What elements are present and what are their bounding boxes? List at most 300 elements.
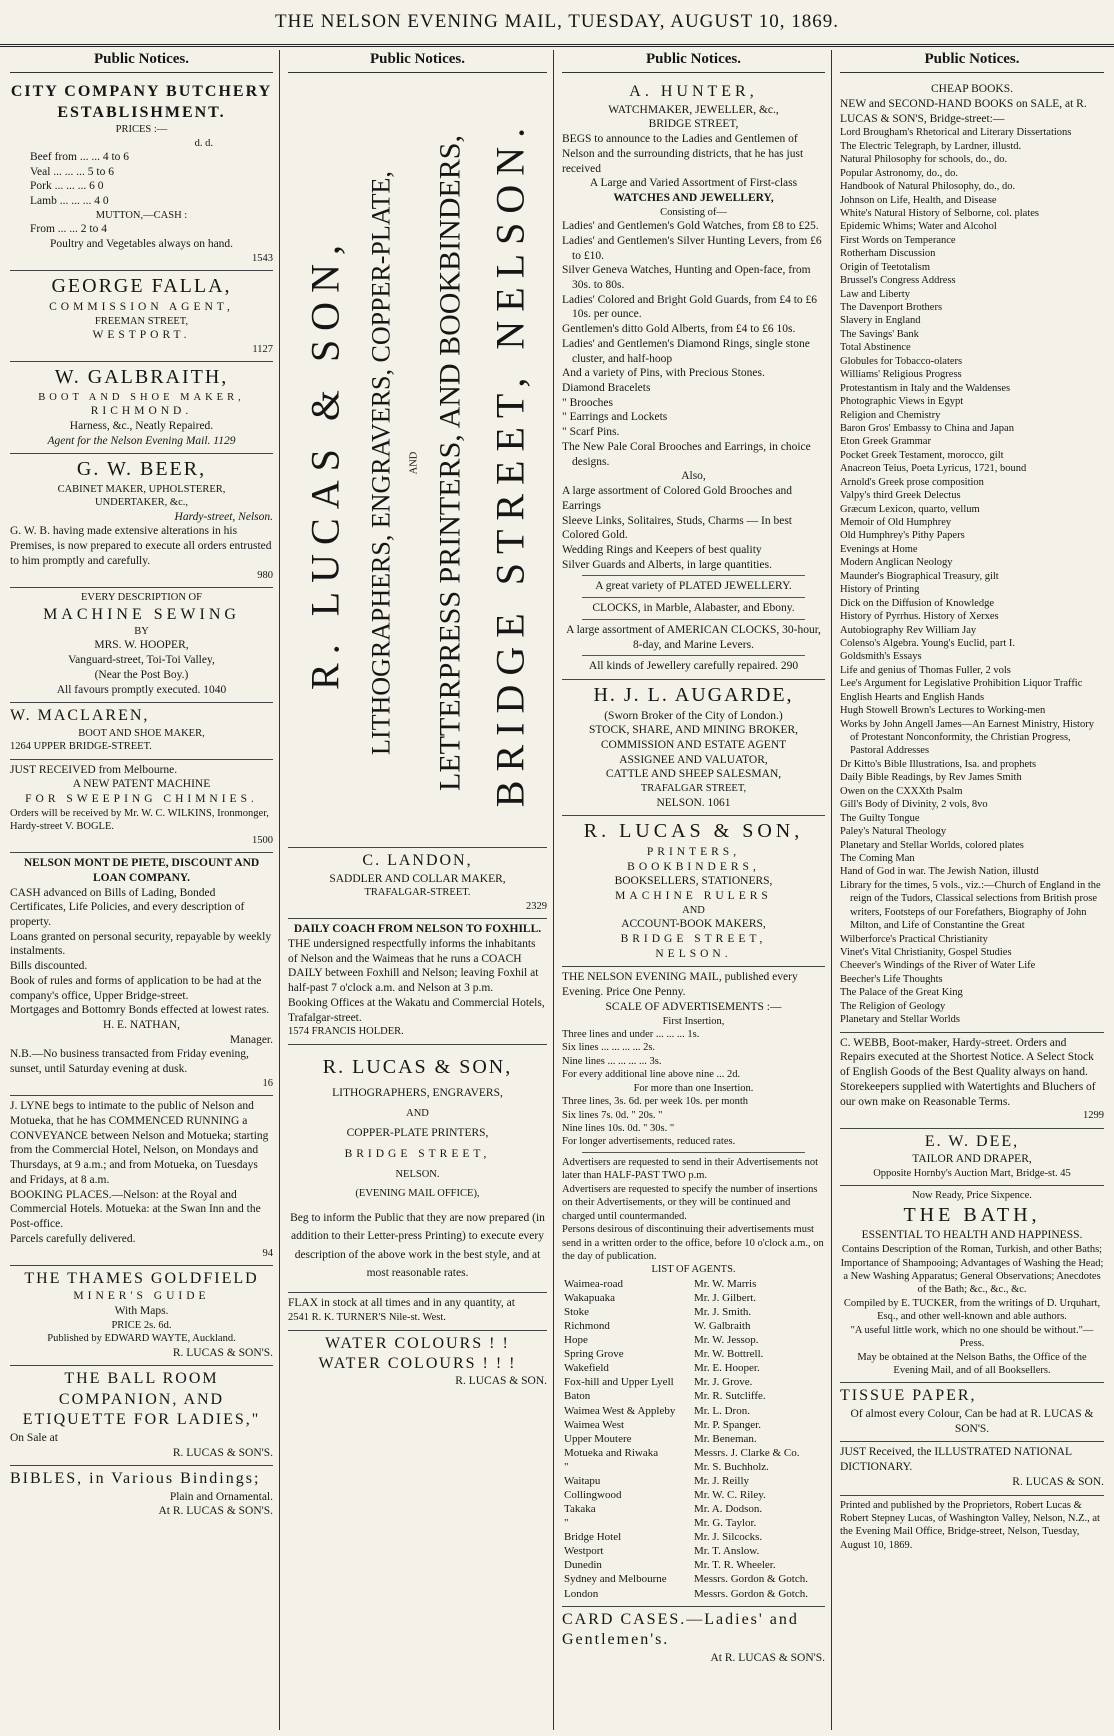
agent-row	[562, 1375, 825, 1389]
ad-name: E. W. DEE,	[924, 1132, 1020, 1150]
agents-heading: LIST OF AGENTS.	[651, 1264, 736, 1276]
agent-row	[562, 1277, 825, 1291]
book-item: The Religion of Geology	[840, 1000, 946, 1012]
book-item: Popular Astronomy, do., do.	[840, 167, 959, 179]
agent-row	[562, 1544, 825, 1558]
ad-line: CLOCKS, in Marble, Alabaster, and Ebony.	[592, 602, 795, 615]
book-item: Library for the times, 5 vols., viz.:—Church of England in the reign of the Tudors, Classical selections from British prose writers, Footsteps of our Forefathers, Biography of John Milton, and Life of Constantine the Great	[840, 879, 1101, 932]
ad-obtain: May be obtained at the Nelson Baths, the Office of the Evening Mail, and of all Booksellers.	[857, 1351, 1087, 1376]
ad-name: G. W. BEER,	[76, 458, 207, 481]
column-heading: Public Notices.	[562, 50, 825, 73]
ad-booking: BOOKING PLACES.—Nelson: at the Royal and Commercial Hotels. Motueka: at the Swan Inn and the Post-office.	[10, 1188, 261, 1231]
agent-place: Waimea West & Appleby	[564, 1404, 676, 1417]
ad-address: (Near the Post Boy.)	[94, 668, 189, 681]
book-item: Rotherham Discussion	[840, 248, 936, 260]
bibles-ad	[10, 1466, 273, 1524]
agent-row	[562, 1291, 825, 1305]
agent-place: Motueka and Riwaka	[564, 1446, 659, 1459]
agent-row	[562, 1530, 825, 1544]
book-item: Total Abstinence	[840, 342, 911, 354]
falla-ad	[10, 271, 273, 362]
ad-subtitle: MINER'S GUIDE	[73, 1290, 210, 1303]
ad-line: Silver Guards and Alberts, in large quantities.	[562, 558, 772, 571]
book-item: Dick on the Diffusion of Knowledge	[840, 597, 995, 609]
agent-row	[562, 1347, 825, 1361]
beer-ad	[10, 454, 273, 588]
book-item: Paley's Natural Theology	[840, 826, 947, 838]
book-item: Natural Philosophy for schools, do., do.	[840, 154, 1008, 166]
flax-ad	[288, 1293, 547, 1330]
book-item: Gill's Body of Divinity, 2 vols, 8vo	[840, 799, 988, 811]
ad-and: AND	[682, 904, 705, 916]
card-cases-ad	[562, 1607, 825, 1671]
vertical-line: BRIDGE STREET, NELSON.	[487, 119, 533, 808]
rate-item: Nine lines 10s. 0d. " 30s. "	[562, 1123, 675, 1135]
ad-role: BOOT AND SHOE MAKER,	[38, 391, 245, 403]
list-item: Gentlemen's ditto Gold Alberts, from £4 to £6 10s.	[562, 323, 796, 336]
ad-paragraph: CASH advanced on Bills of Lading, Bonded Certificates, Life Policies, and every description of property.	[10, 886, 245, 928]
list-item: Ladies' and Gentlemen's Gold Watches, from £8 to £25.	[562, 220, 819, 233]
book-item: Wilberforce's Practical Christianity	[840, 933, 988, 945]
bath-ad	[840, 1186, 1104, 1383]
list-item: The New Pale Coral Brooches and Earrings, in choice designs.	[562, 440, 811, 468]
column-3	[556, 50, 832, 1730]
agent-name: Mr. P. Spanger.	[694, 1418, 761, 1431]
ad-role: BOOT AND SHOE MAKER,	[78, 727, 205, 739]
book-item: Modern Anglican Neology	[840, 557, 953, 569]
ad-line: TRAFALGAR STREET,	[640, 783, 747, 795]
ad-name: W. MACLAREN,	[10, 707, 150, 725]
mail-ad	[562, 967, 825, 1606]
ad-line: PRINTERS,	[646, 845, 741, 858]
list-item: Ladies' Colored and Bright Gold Guards, from £4 to £6 10s. per ounce.	[562, 293, 818, 321]
rate-item: Three lines and under ... ... ... 1s.	[562, 1028, 700, 1040]
masthead: THE NELSON EVENING MAIL, TUESDAY, AUGUST 10, 1869.	[0, 0, 1114, 47]
ad-line: CATTLE AND SHEEP SALESMAN,	[605, 768, 782, 781]
book-item: Autobiography Rev William Jay	[840, 624, 977, 636]
divider	[582, 619, 805, 620]
book-item: Religion and Chemistry	[840, 409, 941, 421]
ad-signature: 1574 FRANCIS HOLDER.	[288, 1026, 404, 1038]
ad-line: Wedding Rings and Keepers of best quality	[562, 543, 762, 556]
ad-signature: R. LUCAS & SON'S.	[172, 1446, 273, 1459]
ad-subtitle: ESSENTIAL TO HEALTH AND HAPPINESS.	[861, 1229, 1083, 1242]
rate-item: Six lines ... ... ... ... 2s.	[562, 1042, 656, 1054]
columns	[4, 50, 1110, 1730]
list-item: And a variety of Pins, with Precious Stones.	[562, 367, 765, 380]
book-item: Law and Liberty	[840, 288, 910, 300]
lucas-vertical-ad	[288, 79, 547, 848]
agent-name: Messrs. J. Clarke & Co.	[694, 1446, 800, 1459]
books-list	[840, 126, 1104, 1026]
ad-line: WATER COLOURS ! !	[325, 1334, 510, 1352]
agent-place: "	[564, 1460, 569, 1473]
column-1	[4, 50, 280, 1730]
agent-name: Mr. T. Anslow.	[694, 1545, 760, 1558]
agent-name: Mr. R. Sutcliffe.	[694, 1390, 766, 1403]
vertical-line: LITHOGRAPHERS, ENGRAVERS, COPPER-PLATE,	[365, 171, 395, 756]
ad-heading: WATCHES AND JEWELLERY,	[613, 191, 774, 204]
ad-paragraph: Bills discounted.	[10, 960, 88, 973]
column-heading: Public Notices.	[288, 50, 547, 73]
ad-body: Beg to inform the Public that they are now prepared (in addition to their Letter-press Printing) to execute every description of the above work in the best style, and at most reasonable rates.	[290, 1211, 545, 1279]
landon-ad	[288, 848, 547, 919]
ad-line: 1264 UPPER BRIDGE-STREET.	[10, 741, 152, 753]
book-item: Arnold's Greek prose composition	[840, 476, 984, 488]
ad-name: W. GALBRAITH,	[54, 366, 229, 389]
book-item: English Hearts and English Hands	[840, 691, 985, 703]
agent-row	[562, 1361, 825, 1375]
book-item: Hugh Stowell Brown's Lectures to Working-men	[840, 705, 1046, 717]
coach-ad	[288, 919, 547, 1044]
vertical-line: R. LUCAS & SON,	[301, 236, 347, 691]
book-item: Planetary and Stellar Worlds	[840, 1014, 960, 1026]
ad-number: 1299	[1083, 1110, 1104, 1122]
book-item: Pocket Greek Testament, morocco, gilt	[840, 449, 1004, 461]
more-insertions: For more than one Insertion.	[633, 1082, 754, 1094]
lyne-ad	[10, 1096, 273, 1266]
column-heading: Public Notices.	[840, 50, 1104, 73]
ad-town: RICHMOND.	[90, 405, 193, 418]
dee-ad	[840, 1129, 1104, 1187]
price-item: Veal ... ... ... 5 to 6	[30, 165, 115, 178]
ad-line: WATER COLOURS ! ! !	[318, 1354, 517, 1372]
agent-row	[562, 1587, 825, 1601]
ad-role: COMMISSION AGENT,	[49, 300, 234, 313]
ad-line: BOOKBINDERS,	[627, 860, 760, 873]
lucas-printers-ad	[562, 816, 825, 967]
water-colours-ad	[288, 1331, 547, 1395]
ad-title: BIBLES, in Various Bindings;	[10, 1470, 261, 1488]
book-item: Hand of God in war. The Jewish Nation, illustd	[840, 866, 1039, 878]
ad-body: JUST Received, the ILLUSTRATED NATIONAL DICTIONARY.	[840, 1446, 1072, 1474]
ad-address: Hardy-street, Nelson.	[174, 510, 273, 523]
ad-line: All kinds of Jewellery carefully repaired. 290	[588, 660, 799, 673]
agent-place: "	[564, 1517, 569, 1530]
ad-signature: R. LUCAS & SON.	[455, 1375, 547, 1388]
column-2	[282, 50, 554, 1730]
ad-line: Sleeve Links, Solitaires, Studs, Charms — In best Colored Gold.	[562, 514, 792, 542]
book-item: Beecher's Life Thoughts	[840, 973, 943, 985]
ad-signature: At R. LUCAS & SON'S.	[710, 1651, 825, 1664]
ad-publisher: Published by EDWARD WAYTE, Auckland.	[47, 1333, 236, 1345]
book-item: Daily Bible Readings, by Rev James Smith	[840, 772, 1022, 784]
rate-item: Three lines, 3s. 6d. per week 10s. per month	[562, 1096, 749, 1108]
ad-subtitle: Plain and Ornamental.	[169, 1490, 273, 1503]
agent-row	[562, 1572, 825, 1586]
agent-row	[562, 1460, 825, 1474]
agent-row	[562, 1474, 825, 1488]
ad-number: 16	[262, 1077, 273, 1089]
agent-name: Mr. S. Buchholz.	[694, 1460, 769, 1473]
rate-item: Nine lines ... ... ... ... 3s.	[562, 1055, 662, 1067]
agent-place: Dunedin	[564, 1559, 602, 1572]
augarde-ad	[562, 680, 825, 816]
ad-line: A great variety of PLATED JEWELLERY.	[595, 580, 792, 593]
agent-place: Spring Grove	[564, 1348, 624, 1361]
agent-place: Wakapuaka	[564, 1291, 616, 1304]
mutton-price: From ... ... 2 to 4	[30, 223, 107, 236]
book-item: The Palace of the Great King	[840, 987, 963, 999]
agent-row	[562, 1305, 825, 1319]
agent-place: Takaka	[564, 1503, 596, 1516]
divider	[582, 655, 805, 656]
ad-signature: At R. LUCAS & SON'S.	[158, 1505, 273, 1518]
ad-name: R. LUCAS & SON,	[322, 1055, 513, 1078]
agent-place: Collingwood	[564, 1489, 622, 1502]
list-item: Diamond Bracelets	[562, 382, 651, 395]
agent-place: Richmond	[564, 1320, 610, 1333]
galbraith-ad	[10, 362, 273, 454]
list-item: " Earrings and Lockets	[562, 411, 668, 424]
ad-paragraph: Book of rules and forms of application to be had at the company's office, Upper Bridge-street.	[10, 974, 262, 1002]
ad-line: NELSON.	[655, 947, 732, 960]
ad-line: A NEW PATENT MACHINE	[72, 778, 211, 791]
agents-table	[562, 1277, 825, 1601]
agent-name: Mr. J. Grove.	[694, 1376, 753, 1389]
ad-line: With Maps.	[114, 1305, 169, 1318]
ad-street: FREEMAN STREET,	[94, 315, 189, 327]
agent-row	[562, 1333, 825, 1347]
ad-line: NELSON. 1061	[656, 796, 731, 809]
ad-line: NELSON.	[395, 1168, 440, 1180]
agent-place: Waimea West	[564, 1418, 625, 1431]
agent-place: Sydney and Melbourne	[564, 1573, 667, 1586]
book-item: Origin of Teetotalism	[840, 261, 931, 273]
agent-row	[562, 1446, 825, 1460]
ad-line: BRIDGE STREET,	[620, 932, 767, 945]
rate-list	[562, 1095, 825, 1135]
book-item: The Electric Telegraph, by Lardner, illustd.	[840, 140, 1022, 152]
ad-line: ACCOUNT-BOOK MAKERS,	[621, 918, 766, 931]
ad-line: FOR SWEEPING CHIMNIES.	[25, 793, 258, 806]
agent-place: Westport	[564, 1545, 604, 1558]
agent-name: Mr. T. R. Wheeler.	[694, 1559, 776, 1572]
agent-row	[562, 1389, 825, 1403]
ad-line: (Sworn Broker of the City of London.)	[604, 709, 783, 722]
divider	[582, 575, 805, 576]
ad-paragraph: Loans granted on personal security, repayable by weekly instalments.	[10, 930, 272, 958]
ad-line: COMMISSION AND ESTATE AGENT	[600, 739, 787, 751]
ad-name: MRS. W. HOOPER,	[94, 639, 189, 652]
agent-name: Mr. W. Jessop.	[694, 1334, 759, 1347]
ad-line: On Sale at	[10, 1431, 58, 1444]
webb-ad	[840, 1033, 1104, 1129]
ad-line: Agent for the Nelson Evening Mail. 1129	[47, 434, 236, 447]
book-item: Memoir of Old Humphrey	[840, 517, 952, 529]
ad-intro: A Large and Varied Assortment of First-class	[589, 177, 798, 190]
ad-number: 1500	[252, 834, 273, 846]
agent-name: Mr. W. Marris	[694, 1277, 757, 1290]
ad-note: Poultry and Vegetables always on hand.	[49, 238, 234, 251]
book-item: Brussel's Congress Address	[840, 275, 956, 287]
ad-role: TAILOR AND DRAPER,	[912, 1153, 1032, 1166]
ad-signature: R. LUCAS & SON'S.	[172, 1346, 273, 1359]
column-heading: Public Notices.	[10, 50, 273, 73]
agent-row	[562, 1432, 825, 1446]
ad-intro: BEGS to announce to the Ladies and Gentlemen of Nelson and the surrounding districts, that he has just received	[562, 133, 804, 175]
book-item: White's Natural History of Selborne, col. plates	[840, 207, 1040, 219]
ad-paragraph: Persons desirous of discontinuing their advertisements must send in a written order to the office, before 10 o'clock a.m., on the day of publication.	[562, 1224, 824, 1262]
divider	[582, 597, 805, 598]
ad-line: (EVENING MAIL OFFICE),	[355, 1188, 480, 1200]
hunter-ad	[562, 79, 825, 680]
ad-price: PRICE 2s. 6d.	[111, 1319, 172, 1331]
ad-address: TRAFALGAR-STREET.	[364, 887, 471, 899]
ad-also: Also,	[681, 470, 706, 483]
agent-row	[562, 1558, 825, 1572]
agent-place: Stoke	[564, 1306, 590, 1318]
book-item: The Savings' Bank	[840, 328, 919, 340]
book-item: Græcum Lexicon, quarto, vellum	[840, 503, 980, 515]
ad-number: 980	[257, 569, 273, 581]
ad-town: WESTPORT.	[92, 328, 191, 341]
ad-intro: NEW and SECOND-HAND BOOKS on SALE, at R. LUCAS & SON'S, Bridge-street:—	[840, 97, 1087, 125]
ad-line: COPPER-PLATE PRINTERS,	[346, 1127, 489, 1140]
ad-name: A. HUNTER,	[629, 83, 758, 101]
agent-name: Mr. W. C. Riley.	[694, 1489, 766, 1502]
divider	[582, 1152, 805, 1153]
ad-paragraph: Advertisers are requested to specify the number of insertions on their Advertisements, or they will be continued and charged until countermanded.	[562, 1183, 818, 1222]
ad-title: CARD CASES.—Ladies' and Gentlemen's.	[562, 1610, 799, 1649]
agent-row	[562, 1516, 825, 1530]
ad-address: Vanguard-street, Toi-Toi Valley,	[68, 654, 215, 667]
agent-place: Baton	[564, 1390, 591, 1403]
ad-top: EVERY DESCRIPTION OF	[81, 592, 202, 604]
book-item: History of Printing	[840, 584, 920, 596]
ad-compiled: Compiled by E. TUCKER, from the writings of D. Urquhart, Esq., and other well-known and able authors.	[843, 1297, 1101, 1323]
ad-role: UNDERTAKER, &c.,	[94, 497, 189, 509]
agent-name: Messrs. Gordon & Gotch.	[694, 1587, 808, 1600]
ad-role: SADDLER AND COLLAR MAKER,	[329, 872, 506, 885]
lucas-engravers-ad	[288, 1045, 547, 1294]
ad-title: THE THAMES GOLDFIELD	[24, 1269, 259, 1287]
ad-title: CHEAP BOOKS.	[930, 83, 1013, 96]
book-item: Planetary and Stellar Worlds, colored plates	[840, 839, 1024, 851]
ad-number: 1543	[252, 252, 273, 264]
ad-line: A large assortment of Colored Gold Brooches and Earrings	[562, 485, 793, 512]
agent-place: Hope	[564, 1334, 588, 1347]
book-item: Valpy's third Greek Delectus	[840, 490, 961, 502]
ad-consisting: Consisting of—	[660, 206, 727, 218]
agent-name: Mr. J. Gilbert.	[694, 1291, 757, 1304]
list-item: " Scarf Pins.	[562, 426, 620, 439]
vertical-and: AND	[407, 451, 419, 475]
book-item: Vinet's Vital Christianity, Gospel Studies	[840, 947, 1012, 959]
ad-by: BY	[134, 625, 149, 637]
ad-role: WATCHMAKER, JEWELLER, &c.,	[608, 103, 779, 116]
agent-name: W. Galbraith	[694, 1320, 751, 1333]
ad-name: C. LANDON,	[362, 852, 473, 870]
agent-row	[562, 1404, 825, 1418]
ad-line: A large assortment of AMERICAN CLOCKS, 30-hour, 8-day, and Marine Levers.	[566, 623, 821, 651]
column-4	[834, 50, 1110, 1730]
ad-and: AND	[406, 1108, 429, 1120]
scale-heading: SCALE OF ADVERTISEMENTS :—	[605, 1000, 782, 1013]
ad-quote: "A useful little work, which no one should be without."—Press.	[850, 1324, 1094, 1350]
ad-address: BRIDGE STREET,	[648, 118, 739, 131]
agent-row	[562, 1502, 825, 1516]
ad-line: Parcels carefully delivered.	[10, 1232, 136, 1245]
tissue-paper-ad	[840, 1383, 1104, 1442]
list-item: " Brooches	[562, 396, 614, 409]
ad-line: STOCK, SHARE, AND MINING BROKER,	[588, 724, 799, 737]
ad-body: Orders will be received by Mr. W. C. WILKINS, Ironmonger, Hardy-street V. BOGLE.	[10, 807, 269, 833]
ad-name: H. J. L. AUGARDE,	[593, 683, 794, 706]
bogle-ad	[10, 760, 273, 853]
book-item: Lord Brougham's Rhetorical and Literary Dissertations	[840, 127, 1072, 139]
maclaren-ad	[10, 703, 273, 759]
book-item: Dr Kitto's Bible Illustrations, Isa. and prophets	[840, 758, 1037, 770]
book-item: Life and genius of Thomas Fuller, 2 vols	[840, 664, 1011, 676]
ad-title: DAILY COACH FROM NELSON TO FOXHILL.	[293, 923, 542, 936]
ad-body: G. W. B. having made extensive alterations in his Premises, is now prepared to execute all orders entrusted to him promptly and carefully.	[10, 525, 272, 567]
ad-body: FLAX in stock at all times and in any quantity, at	[288, 1297, 515, 1310]
ad-body: Of almost every Colour, Can be had at R. LUCAS & SON'S.	[850, 1407, 1094, 1435]
rate-item: Six lines 7s. 0d. " 20s. "	[562, 1109, 663, 1121]
ad-line: MACHINE RULERS	[615, 890, 772, 903]
vertical-line: LETTERPRESS PRINTERS, AND BOOKBINDERS,	[433, 135, 467, 792]
book-item: Johnson on Life, Health, and Disease	[840, 194, 997, 206]
ad-body: THE undersigned respectfully informs the inhabitants of Nelson and the Waimeas that he runs a COACH DAILY between Foxhill and Nelson; leaving Foxhil at half-past 7 o'clock a.m. and Nelson at 3 p.m.	[288, 937, 539, 995]
agent-place: Fox-hill and Upper Lyell	[564, 1376, 674, 1389]
ad-top: Now Ready, Price Sixpence.	[912, 1190, 1032, 1202]
book-item: Williams' Religious Progress	[840, 369, 962, 381]
ad-body: C. WEBB, Boot-maker, Hardy-street. Orders and Repairs executed at the Shortest Notice. A Select Stock of English Goods of the Best Quality always on hand. Storekeepers supplied with Watertights and Bluchers of our own make on Reasonable Terms.	[840, 1036, 1096, 1108]
ad-line: For longer advertisements, reduced rates.	[562, 1136, 736, 1148]
list-item: Ladies' and Gentlemen's Silver Hunting Levers, from £6 to £10.	[562, 234, 822, 262]
book-item: Protestantism in Italy and the Waldenses	[840, 382, 1011, 394]
rate-item: For every additional line above nine ... 2d.	[562, 1069, 741, 1081]
ad-number: 94	[262, 1247, 273, 1259]
agent-place: London	[564, 1587, 599, 1600]
book-item: The Coming Man	[840, 852, 915, 864]
ad-signature: 2541 R. K. TURNER'S Nile-st. West.	[288, 1312, 446, 1324]
ballroom-ad	[10, 1366, 273, 1466]
ad-line: Harness, &c., Neatly Repaired.	[69, 419, 214, 432]
book-item: Slavery in England	[840, 315, 921, 327]
ad-intro: THE NELSON EVENING MAIL, published every Evening. Price One Penny.	[562, 971, 798, 999]
ad-line: BRIDGE STREET,	[344, 1148, 491, 1161]
agent-name: Mr. E. Hooper.	[694, 1362, 760, 1375]
book-item: Works by John Angell James—An Earnest Ministry, History of Protestant Nonconformity, the Christian Progress, Pastoral Addresses	[840, 718, 1094, 757]
book-item: Maunder's Biographical Treasury, gilt	[840, 570, 999, 582]
book-item: Goldsmith's Essays	[840, 651, 922, 663]
book-item: Eton Greek Grammar	[840, 436, 931, 448]
agent-place: Bridge Hotel	[564, 1531, 622, 1544]
first-insertion: First Insertion,	[662, 1015, 725, 1027]
book-item: The Davenport Brothers	[840, 302, 943, 314]
book-item: Old Humphrey's Pithy Papers	[840, 530, 965, 542]
hooper-ad	[10, 588, 273, 703]
ad-booking: Booking Offices at the Wakatu and Commercial Hotels, Trafalgar-street.	[288, 996, 545, 1024]
agent-name: Mr. J. Silcocks.	[694, 1531, 763, 1544]
ad-title: TISSUE PAPER,	[840, 1387, 977, 1405]
book-item: Baron Gros' Embassy to China and Japan	[840, 422, 1014, 434]
agent-row	[562, 1488, 825, 1502]
agent-name: Mr. J. Smith.	[694, 1306, 752, 1318]
ad-address: Opposite Hornby's Auction Mart, Bridge-st. 45	[873, 1167, 1071, 1179]
ad-body: J. LYNE begs to intimate to the public of Nelson and Motueka, that he has COMMENCED RUNNING a CONVEYANCE between Nelson and Motueka; starting from the Commercial Hotel, Nelson, on Mondays and Thursdays, at 9 a.m.; and from Motueka, on Tuesdays and Fridays, at 8 a.m.	[10, 1100, 269, 1186]
ad-name: R. LUCAS & SON,	[583, 820, 804, 843]
ad-note: All favours promptly executed. 1040	[56, 683, 227, 696]
price-list	[10, 150, 273, 209]
agent-place: Waitapu	[564, 1474, 601, 1487]
book-item: Cheever's Windings of the River of Water Life	[840, 960, 1036, 972]
list-item: Silver Geneva Watches, Hunting and Open-face, from 30s. to 80s.	[562, 264, 811, 291]
agent-place: Wakefield	[564, 1362, 609, 1375]
book-item: Epidemic Whims; Water and Alcohol	[840, 221, 997, 233]
